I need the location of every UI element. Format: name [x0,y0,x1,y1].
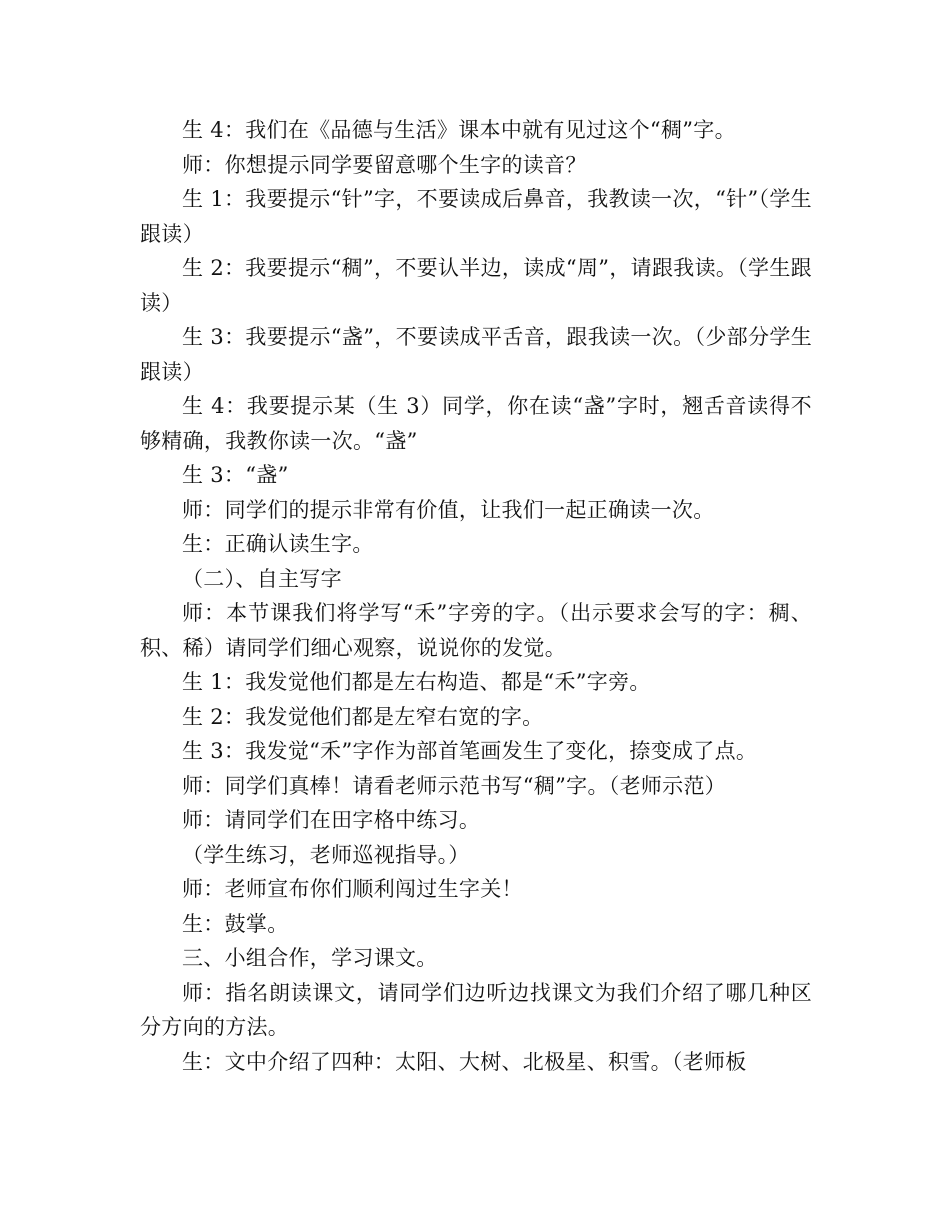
paragraph-16: 师：请同学们在田字格中练习。 [182,808,481,832]
paragraph-8: 师：同学们的提示非常有价值，让我们一起正确读一次。 [182,497,715,522]
paragraph-17: （学生练习，老师巡视指导。） [182,842,470,867]
paragraph-13: 生 2：我发觉他们都是左窄右宽的字。 [182,704,544,729]
paragraph-7: 生 3：“盏” [182,463,289,487]
section-heading-group-study: 三、小组合作，学习课文。 [182,946,438,970]
paragraph-2: 师：你想提示同学要留意哪个生字的读音？ [182,152,587,177]
paragraph-5: 生 3：我要提示“盏”，不要读成平舌音，跟我读一次。（少部分学生跟读） [140,325,812,384]
paragraph-15: 师：同学们真棒！请看老师示范书写“稠”字。（老师示范） [182,773,727,798]
paragraph-4: 生 2：我要提示“稠”，不要认半边，读成“周”，请跟我读。（学生跟读） [140,256,812,315]
paragraph-3: 生 1：我要提示“针”字，不要读成后鼻音，我教读一次，“针”（学生跟读） [140,187,812,246]
document-body [140,113,812,1079]
paragraph-11: 师：本节课我们将学写“禾”字旁的字。（出示要求会写的字：稠、积、稀）请同学们细心观察，说说你的发觉。 [140,601,812,660]
paragraph-19: 生：鼓掌。 [182,911,289,936]
paragraph-21: 师：指名朗读课文，请同学们边听边找课文为我们介绍了哪几种区分方向的方法。 [140,980,812,1039]
paragraph-6: 生 4：我要提示某（生 3）同学，你在读“盏”字时，翘舌音读得不够精确，我教你读一次。“盏” [140,394,812,453]
paragraph-9: 生：正确认读生字。 [182,532,374,556]
paragraph-18: 师：老师宣布你们顺利闯过生字关！ [182,877,523,901]
paragraph-12: 生 1：我发觉他们都是左右构造、都是“禾”字旁。 [182,670,651,694]
section-heading-self-writing: （二）、自主写字 [182,566,342,591]
paragraph-14: 生 3：我发觉“禾”字作为部首笔画发生了变化，捺变成了点。 [182,739,758,763]
paragraph-1: 生 4：我们在《品德与生活》课本中就有见过这个“稠”字。 [182,118,736,142]
paragraph-22: 生：文中介绍了四种：太阳、大树、北极星、积雪。（老师板 [182,1049,747,1074]
